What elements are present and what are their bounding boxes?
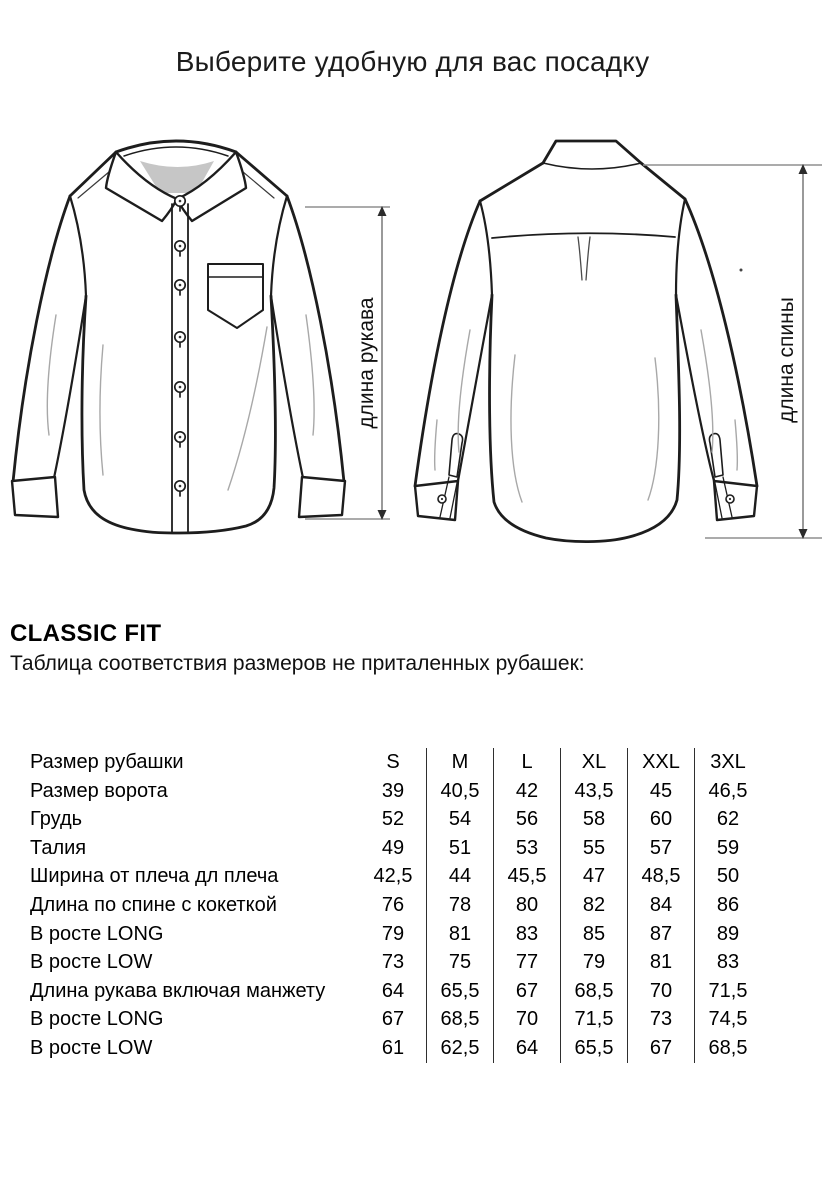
sleeve-length-measure: [305, 206, 390, 520]
fit-subtitle: Таблица соответствия размеров не приталенных рубашек:: [10, 652, 585, 675]
back-left-shoulder: [480, 163, 543, 201]
size-value-cell: 57: [627, 834, 694, 863]
size-col-header-xl: XL: [560, 748, 627, 777]
table-row: [30, 948, 761, 977]
speck-dot: [740, 269, 743, 272]
back-right-shoulder: [641, 163, 685, 199]
size-value-cell: 51: [426, 834, 493, 863]
size-value-cell: 42,5: [373, 865, 413, 888]
shirt-back-drawing: [415, 141, 757, 542]
size-value-cell: 55: [560, 834, 627, 863]
size-value-cell: 68,5: [426, 1005, 493, 1034]
size-value-cell: 56: [493, 805, 560, 834]
size-value-cell: 42: [493, 777, 560, 806]
row-label: Длина по спине с кокеткой: [30, 893, 277, 916]
row-label: В росте LOW: [30, 1036, 153, 1059]
size-value-cell: 82: [560, 891, 627, 920]
size-value-cell: 52: [381, 808, 405, 831]
size-col-header-xxl: XXL: [627, 748, 694, 777]
table-row: [30, 891, 761, 920]
size-value-cell: 78: [426, 891, 493, 920]
size-value-cell: 44: [426, 862, 493, 891]
row-label: В росте LONG: [30, 1008, 164, 1031]
size-value-cell: 89: [694, 920, 761, 949]
size-value-cell: 48,5: [627, 862, 694, 891]
size-table: [30, 748, 761, 1063]
fit-heading: CLASSIC FIT: [10, 620, 162, 647]
size-value-cell: 71,5: [560, 1005, 627, 1034]
size-value-cell: 70: [627, 977, 694, 1006]
back-length-label: длина спины: [775, 297, 798, 423]
size-value-cell: 61: [381, 1036, 405, 1059]
back-collar: [543, 141, 641, 163]
size-value-cell: 64: [381, 979, 405, 1002]
sleeve-length-label: длина рукава: [355, 297, 378, 429]
size-value-cell: 80: [493, 891, 560, 920]
size-value-cell: 68,5: [694, 1034, 761, 1063]
shirt-fit-diagram: [0, 130, 825, 580]
size-value-cell: 58: [560, 805, 627, 834]
size-value-cell: 65,5: [426, 977, 493, 1006]
back-right-armhole: [676, 199, 685, 295]
shirt-front-drawing: [12, 141, 345, 533]
size-value-cell: 45,5: [493, 862, 560, 891]
back-left-sleeve-inner: [458, 295, 492, 481]
size-value-cell: 67: [381, 1008, 405, 1031]
shirt-back-body: [490, 295, 680, 542]
row-label: Ширина от плеча дл плеча: [30, 865, 279, 888]
size-value-cell: 46,5: [694, 777, 761, 806]
row-label: В росте LOW: [30, 951, 153, 974]
size-value-cell: 43,5: [560, 777, 627, 806]
size-value-cell: 40,5: [426, 777, 493, 806]
front-left-cuff: [12, 477, 58, 517]
back-neck-curve: [543, 163, 641, 169]
size-value-cell: 85: [560, 920, 627, 949]
back-left-sleeve-outer: [415, 201, 480, 486]
row-label: Размер ворота: [30, 779, 168, 802]
size-value-cell: 71,5: [694, 977, 761, 1006]
size-value-cell: 86: [694, 891, 761, 920]
size-value-cell: 87: [627, 920, 694, 949]
size-value-cell: 59: [694, 834, 761, 863]
row-label: В росте LONG: [30, 922, 164, 945]
front-right-armhole: [271, 196, 287, 296]
size-value-cell: 62: [694, 805, 761, 834]
size-value-cell: 74,5: [694, 1005, 761, 1034]
row-label: Размер рубашки: [30, 751, 184, 773]
table-row: [30, 920, 761, 949]
front-right-cuff: [299, 477, 345, 517]
size-value-cell: 47: [560, 862, 627, 891]
row-label: Талия: [30, 836, 87, 859]
size-value-cell: 60: [627, 805, 694, 834]
back-pleat-line-left: [578, 237, 582, 280]
size-value-cell: 77: [493, 948, 560, 977]
size-value-cell: 73: [381, 951, 405, 974]
size-value-cell: 68,5: [560, 977, 627, 1006]
table-row: [30, 977, 761, 1006]
size-value-cell: 49: [381, 836, 405, 859]
size-col-header-m: M: [426, 748, 493, 777]
size-value-cell: 62,5: [426, 1034, 493, 1063]
size-value-cell: 83: [694, 948, 761, 977]
back-right-sleeve-inner: [676, 295, 714, 481]
table-row: [30, 834, 761, 863]
size-value-cell: 45: [627, 777, 694, 806]
table-row: [30, 862, 761, 891]
size-col-header-3xl: 3XL: [694, 748, 761, 777]
size-value-cell: 81: [627, 948, 694, 977]
size-col-header-s: S: [386, 751, 400, 773]
back-pleat-line-right: [586, 237, 590, 280]
page-title: Выберите удобную для вас посадку: [175, 46, 650, 77]
size-col-header-l: L: [493, 748, 560, 777]
back-left-armhole: [480, 201, 492, 295]
front-left-armhole: [70, 196, 86, 296]
size-value-cell: 50: [694, 862, 761, 891]
size-value-cell: 79: [560, 948, 627, 977]
size-value-cell: 84: [627, 891, 694, 920]
size-value-cell: 67: [493, 977, 560, 1006]
size-value-cell: 73: [627, 1005, 694, 1034]
size-value-cell: 79: [381, 922, 405, 945]
table-row: [30, 777, 761, 806]
row-label: Грудь: [30, 808, 83, 831]
back-right-cuff: [714, 481, 757, 520]
size-value-cell: 70: [493, 1005, 560, 1034]
size-value-cell: 67: [627, 1034, 694, 1063]
back-left-cuff: [415, 481, 458, 520]
table-row: [30, 1005, 761, 1034]
table-row: [30, 805, 761, 834]
size-value-cell: 53: [493, 834, 560, 863]
size-value-cell: 65,5: [560, 1034, 627, 1063]
size-value-cell: 83: [493, 920, 560, 949]
table-row: [30, 1034, 761, 1063]
size-value-cell: 54: [426, 805, 493, 834]
row-label: Длина рукава включая манжету: [30, 979, 326, 1002]
collar-band-inner: [124, 147, 228, 156]
size-value-cell: 81: [426, 920, 493, 949]
size-value-cell: 64: [493, 1034, 560, 1063]
size-value-cell: 75: [426, 948, 493, 977]
size-value-cell: 76: [381, 893, 405, 916]
back-yoke-seam: [492, 233, 675, 238]
table-header-row: [30, 748, 761, 777]
size-value-cell: 39: [381, 779, 405, 802]
